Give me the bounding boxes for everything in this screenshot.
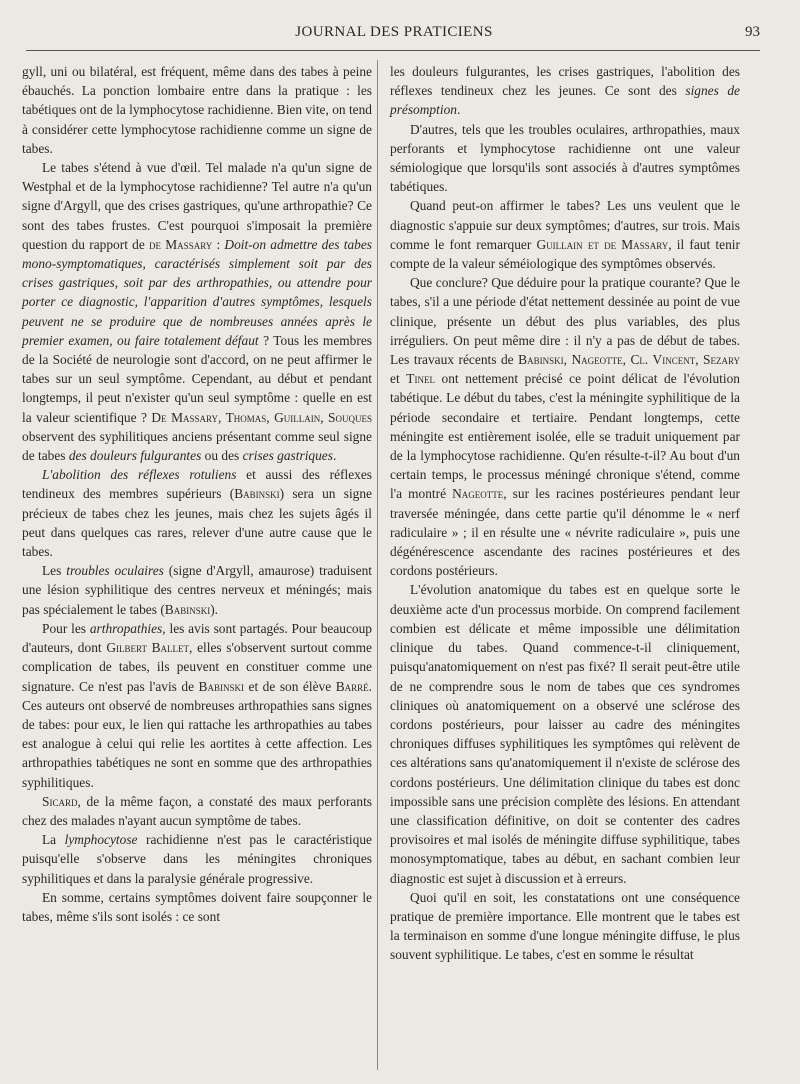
right-column [390,62,740,965]
journal-title: JOURNAL DES PRATICIENS [295,24,493,40]
header-rule [26,50,760,51]
paragraph: les douleurs fulgurantes, les crises gastriques, l'abolition des réflexes tendineux chez les jeunes. Ce sont des signes de présomption. [390,64,740,118]
paragraph: L'évolution anatomique du tabes est en quelque sorte le deuxième acte d'un processus morbide. On comprend facilement combien est délicate et même impossible une délimitation clinique du tabes. Quand commence-t-il cliniquement, puisqu'anatomiquement on n'est pas fixé? Il serait peut-être utile de ne comprendre sous le nom de tabes que ces syndromes cliniques où anatomiquement on a observé une sclérose des cordons postérieurs, pour laisser au cadre des méningites chroniques diffuses syphilitiques les symptômes qui relèvent de ces altérations sans qu'anatomiquement il n'existe de sclérose des cordons postérieurs. Une délimitation clinique du tabes est donc impossible sans une précision complète des lésions. En attendant une classification définitive, on doit se contenter des cadres provisoires et mal isolés de méningite diffuse syphilitique, tabes monosymptomatique, tabes au début, en sachant combien leur diagnostic est sujet à discussion et à erreurs. [390,582,740,886]
left-column [22,62,372,926]
italic-quote: Doit-on admettre des tabes mono-symptomatiques, caractérisés simplement soit par des crises gastriques, soit par des arthropathies, ou attendre pour porter ce diagnostic, l'apparition d'autres symptômes, lesquels peuvent ne se produire que de nombreuses années après le premier examen, ou faire totalement défaut [22,236,372,348]
paragraph: Quoi qu'il en soit, les constatations ont une conséquence pratique de première importance. Elle montrent que le tabes est la terminaison en somme d'une longue méningite diffuse, le plus souvent syphilitique. Le tabes, c'est en somme le résultat [390,889,740,963]
paragraph: Que conclure? Que déduire pour la pratique courante? Que le tabes, s'il a une période d'état nettement dessinée au point de vue clinique, présente un début des plus variables, des plus irréguliers. On peut même dire : il n'y a pas de début de tabes. Les travaux récents de Babinski, Nageotte, Cl. Vincent, Sezary et Tinel ont nettement précisé ce point délicat de l'évolution tabétique. Le début du tabes, c'est la méningite syphilitique de la période secondaire et tertiaire. Pendant longtemps, cette méningite est entièrement isolée, elle se traduit uniquement par de la lymphocytose rachidienne. Qu'en résulte-t-il? Au bout d'un certain temps, le processus méningé chronique s'étend, comme l'a montré Nageotte, sur les racines postérieures pendant leur traversée méningée, dans cette partie qu'il dénomme le « nerf radiculaire » ; il en résulte une « névrite radiculaire », puis une dégénérescence ascendante des racines postérieures et des cordons postérieurs. [390,275,741,579]
paragraph: Pour les arthropathies, les avis sont partagés. Pour beaucoup d'auteurs, dont Gilbert Ballet, elles s'observent surtout comme complication de tabes, ils peuvent en constituer comme une signature. Ce n'est pas l'avis de Babinski et de son élève Barré. Ces auteurs ont observé de nombreuses arthropathies sans signes de tabes: pour eux, le lien qui rattache les arthropathies au tabes est analogue à celui qui relie les aortites à cette affection. Les arthropathies tabétiques ne sont en somme que des arthropathies syphilitiques. [22,620,372,790]
paragraph: Les troubles oculaires (signe d'Argyll, amaurose) traduisent une lésion syphilitique des centres nerveux et méningés; mais pas spécialement le tabes (Babinski). [22,563,372,617]
paragraph: D'autres, tels que les troubles oculaires, arthropathies, maux perforants et lymphocytose rachidienne ont une valeur sémiologique que lorsqu'ils sont associés à d'autres symptômes tabétiques. [390,121,740,195]
paragraph: L'abolition des réflexes rotuliens et aussi des réflexes tendineux des membres supérieurs (Babinski) sera un signe précieux de tabes chez les jeunes, mais chez les sujets âgés il peut dans quelques cas rares, relever d'une autre cause que le tabes. [22,467,373,560]
page-header [28,24,760,46]
paragraph: Le tabes s'étend à vue d'œil. Tel malade n'a qu'un signe de Westphal et de la lymphocytose rachidienne? Tel autre n'a qu'un signe d'Argyll, que des crises gastriques, qu'une arthropathie? Ce sont des tabes frustes. C'est pourquoi s'imposait la première question du rapport de de Massary : Doit-on admettre des tabes mono-symptomatiques, caractérisés simplement soit par des crises gastriques, soit par des arthropathies, ou attendre pour porter ce diagnostic, l'apparition d'autres symptômes, lesquels peuvent ne se produire que de nombreuses années après le premier examen, ou faire totalement défaut ? Tous les membres de la Société de neurologie sont d'accord, on ne peut affirmer le tabes sur un seul symptôme. Cependant, au début et pendant longtemps, il peut n'exister qu'un seul symptôme : quelle en est la valeur scientifique ? De Massary, Thomas, Guillain, Souques observent des syphilitiques anciens présentant comme seul signe de tabes des douleurs fulgurantes ou des crises gastriques. [22,160,372,464]
paragraph: Sicard, de la même façon, a constaté des maux perforants chez des malades n'ayant aucun symptôme de tabes. [22,793,372,828]
paragraph: gyll, uni ou bilatéral, est fréquent, même dans des tabes à peine ébauchés. La ponction lombaire entre dans la pratique : les tabétiques ont de la lymphocytose rachidienne. Bien vite, on tend à considérer cette lymphocytose rachidienne comme un signe de tabes. [22,64,372,156]
page-number: 93 [745,24,760,40]
author-names: De Massary, Thomas, Guillain, Souques [146,409,372,425]
paragraph: La lymphocytose rachidienne n'est pas le caractéristique puisqu'elle s'observe dans les méningites chroniques syphilitiques et dans la paralysie générale progressive. [22,832,372,886]
paragraph: Quand peut-on affirmer le tabes? Les uns veulent que le diagnostic s'appuie sur deux symptômes; d'autres, sur trois. Mais comme le font remarquer Guillain et de Massary, il faut tenir compte de la valeur séméiologique des symptômes observés. [390,198,740,272]
paragraph: En somme, certains symptômes doivent faire soupçonner le tabes, même s'ils sont isolés : ce sont [22,889,372,924]
column-divider [377,60,378,1070]
author-name: de Massary [149,236,213,252]
